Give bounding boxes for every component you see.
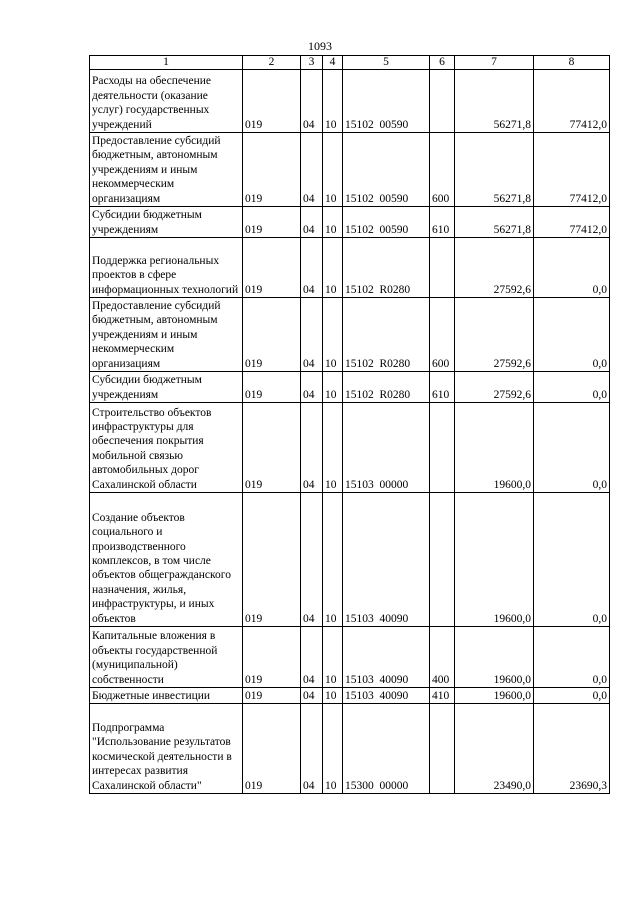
- cell-c8: 0,0: [534, 238, 610, 298]
- cell-c4: 10: [323, 688, 343, 704]
- header-cell: 1: [90, 56, 243, 70]
- cell-c7: 56271,8: [455, 70, 534, 133]
- row-name: Предоставление субсидий бюджетным, автономным учреждениям и иным некоммерческим организациям: [90, 133, 243, 207]
- cell-c5: 15103 40090: [343, 627, 430, 688]
- cell-c8: 77412,0: [534, 133, 610, 207]
- cell-c8: 0,0: [534, 688, 610, 704]
- row-name: Создание объектов социального и производственного комплексов, в том числе объектов общегражданского назначения, жилья, инфраструктуры, и иных объектов: [90, 493, 243, 627]
- cell-c3: 04: [301, 207, 323, 238]
- cell-c4: 10: [323, 70, 343, 133]
- cell-c7: 19600,0: [455, 493, 534, 627]
- cell-c3: 04: [301, 627, 323, 688]
- row-name: Поддержка региональных проектов в сфере информационных технологий: [90, 238, 243, 298]
- cell-c4: 10: [323, 238, 343, 298]
- cell-c6: [430, 70, 455, 133]
- cell-c7: 56271,8: [455, 207, 534, 238]
- row-name: Подпрограмма "Использование результатов космической деятельности в интересах развития Сахалинской области": [90, 704, 243, 794]
- header-cell: 6: [430, 56, 455, 70]
- cell-c6: 410: [430, 688, 455, 704]
- cell-c6: 610: [430, 372, 455, 403]
- cell-c8: 0,0: [534, 627, 610, 688]
- table-row: [90, 207, 610, 238]
- row-name: Субсидии бюджетным учреждениям: [90, 372, 243, 403]
- page-number: 1093: [308, 39, 332, 53]
- cell-c2: 019: [243, 704, 301, 794]
- cell-c2: 019: [243, 238, 301, 298]
- cell-c7: 23490,0: [455, 704, 534, 794]
- cell-c2: 019: [243, 133, 301, 207]
- cell-c2: 019: [243, 403, 301, 493]
- cell-c5: 15102 00590: [343, 70, 430, 133]
- header-cell: 3: [301, 56, 323, 70]
- cell-c2: 019: [243, 493, 301, 627]
- table-row: [90, 403, 610, 493]
- header-cell: 4: [323, 56, 343, 70]
- cell-c2: 019: [243, 207, 301, 238]
- cell-c8: 23690,3: [534, 704, 610, 794]
- table-row: [90, 372, 610, 403]
- cell-c5: 15102 00590: [343, 207, 430, 238]
- header-cell: 7: [455, 56, 534, 70]
- cell-c6: [430, 238, 455, 298]
- cell-c4: 10: [323, 403, 343, 493]
- cell-c3: 04: [301, 133, 323, 207]
- cell-c7: 19600,0: [455, 403, 534, 493]
- cell-c6: 400: [430, 627, 455, 688]
- cell-c7: 27592,6: [455, 372, 534, 403]
- cell-c8: 77412,0: [534, 70, 610, 133]
- cell-c5: 15103 40090: [343, 688, 430, 704]
- header-cell: 2: [243, 56, 301, 70]
- cell-c4: 10: [323, 372, 343, 403]
- cell-c5: 15103 00000: [343, 403, 430, 493]
- cell-c4: 10: [323, 133, 343, 207]
- row-name: Бюджетные инвестиции: [90, 688, 243, 704]
- row-name: Капитальные вложения в объекты государственной (муниципальной) собственности: [90, 627, 243, 688]
- cell-c8: 0,0: [534, 372, 610, 403]
- cell-c3: 04: [301, 688, 323, 704]
- cell-c5: 15102 00590: [343, 133, 430, 207]
- cell-c7: 19600,0: [455, 688, 534, 704]
- cell-c7: 27592,6: [455, 238, 534, 298]
- cell-c2: 019: [243, 372, 301, 403]
- cell-c7: 56271,8: [455, 133, 534, 207]
- row-name: Предоставление субсидий бюджетным, автономным учреждениям и иным некоммерческим организациям: [90, 298, 243, 372]
- cell-c5: 15102 R0280: [343, 298, 430, 372]
- cell-c7: 27592,6: [455, 298, 534, 372]
- cell-c2: 019: [243, 298, 301, 372]
- cell-c8: 0,0: [534, 403, 610, 493]
- cell-c8: 0,0: [534, 298, 610, 372]
- cell-c5: 15300 00000: [343, 704, 430, 794]
- cell-c2: 019: [243, 70, 301, 133]
- cell-c4: 10: [323, 627, 343, 688]
- row-name: Субсидии бюджетным учреждениям: [90, 207, 243, 238]
- cell-c3: 04: [301, 70, 323, 133]
- table-row: [90, 704, 610, 794]
- cell-c6: [430, 403, 455, 493]
- row-name: Строительство объектов инфраструктуры для обеспечения покрытия мобильной связью автомобильных дорог Сахалинской области: [90, 403, 243, 493]
- cell-c8: 77412,0: [534, 207, 610, 238]
- table-row: [90, 133, 610, 207]
- cell-c2: 019: [243, 688, 301, 704]
- table-row: [90, 493, 610, 627]
- cell-c5: 15102 R0280: [343, 372, 430, 403]
- header-cell: 8: [534, 56, 610, 70]
- cell-c6: [430, 704, 455, 794]
- header-row: [90, 56, 610, 70]
- cell-c4: 10: [323, 493, 343, 627]
- cell-c3: 04: [301, 372, 323, 403]
- cell-c6: 600: [430, 298, 455, 372]
- cell-c4: 10: [323, 207, 343, 238]
- cell-c3: 04: [301, 403, 323, 493]
- cell-c7: 19600,0: [455, 627, 534, 688]
- budget-table: [89, 55, 610, 794]
- row-name: Расходы на обеспечение деятельности (оказание услуг) государственных учреждений: [90, 70, 243, 133]
- table-row: [90, 70, 610, 133]
- cell-c3: 04: [301, 704, 323, 794]
- cell-c3: 04: [301, 238, 323, 298]
- cell-c3: 04: [301, 298, 323, 372]
- table-row: [90, 688, 610, 704]
- table-row: [90, 627, 610, 688]
- cell-c5: 15102 R0280: [343, 238, 430, 298]
- cell-c5: 15103 40090: [343, 493, 430, 627]
- cell-c3: 04: [301, 493, 323, 627]
- cell-c6: 610: [430, 207, 455, 238]
- header-cell: 5: [343, 56, 430, 70]
- cell-c6: 600: [430, 133, 455, 207]
- cell-c6: [430, 493, 455, 627]
- cell-c4: 10: [323, 704, 343, 794]
- cell-c4: 10: [323, 298, 343, 372]
- cell-c8: 0,0: [534, 493, 610, 627]
- cell-c2: 019: [243, 627, 301, 688]
- table-row: [90, 298, 610, 372]
- table-row: [90, 238, 610, 298]
